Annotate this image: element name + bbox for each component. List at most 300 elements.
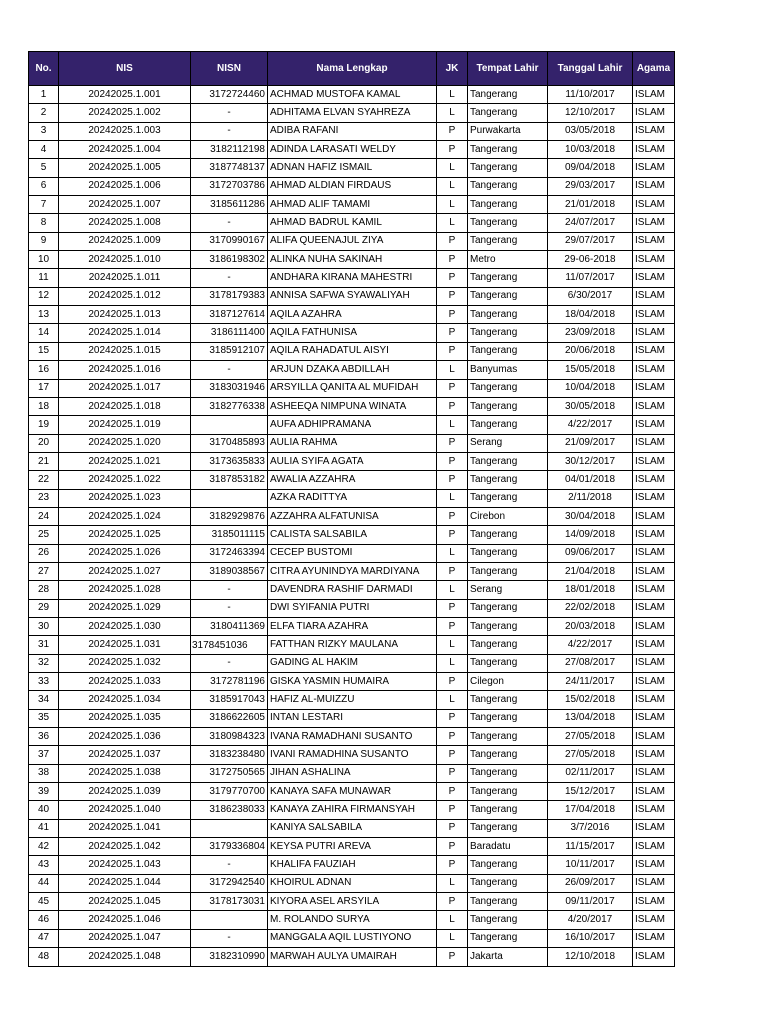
cell-agama: ISLAM [633, 306, 675, 324]
cell-agama: ISLAM [633, 324, 675, 342]
cell-no: 23 [29, 489, 59, 507]
cell-nisn: - [191, 599, 268, 617]
cell-nisn: - [191, 122, 268, 140]
cell-agama: ISLAM [633, 728, 675, 746]
table-row [29, 673, 675, 691]
cell-nis: 20242025.1.016 [59, 361, 191, 379]
cell-no: 13 [29, 306, 59, 324]
table-row [29, 764, 675, 782]
cell-no: 42 [29, 838, 59, 856]
cell-tanggal-lahir: 12/10/2018 [548, 948, 633, 966]
cell-nis: 20242025.1.029 [59, 599, 191, 617]
cell-nis: 20242025.1.013 [59, 306, 191, 324]
cell-nama-lengkap: ADIBA RAFANI [268, 122, 437, 140]
cell-tanggal-lahir: 24/11/2017 [548, 673, 633, 691]
table-row [29, 361, 675, 379]
cell-nisn: 3185912107 [191, 342, 268, 360]
cell-no: 17 [29, 379, 59, 397]
table-row [29, 86, 675, 104]
cell-nisn: 3172724460 [191, 86, 268, 104]
table-row [29, 507, 675, 525]
cell-tempat-lahir: Tangerang [468, 269, 548, 287]
table-row [29, 232, 675, 250]
cell-jk: P [437, 709, 468, 727]
cell-nis: 20242025.1.005 [59, 159, 191, 177]
cell-agama: ISLAM [633, 251, 675, 269]
cell-nisn: 3189038567 [191, 562, 268, 580]
cell-tempat-lahir: Purwakarta [468, 122, 548, 140]
cell-nis: 20242025.1.026 [59, 544, 191, 562]
cell-nis: 20242025.1.018 [59, 397, 191, 415]
cell-no: 45 [29, 893, 59, 911]
cell-agama: ISLAM [633, 452, 675, 470]
cell-nama-lengkap: AZZAHRA ALFATUNISA [268, 507, 437, 525]
cell-tempat-lahir: Tangerang [468, 764, 548, 782]
cell-tanggal-lahir: 3/7/2016 [548, 819, 633, 837]
table-row [29, 728, 675, 746]
cell-nama-lengkap: CECEP BUSTOMI [268, 544, 437, 562]
cell-nama-lengkap: IVANI RAMADHINA SUSANTO [268, 746, 437, 764]
cell-jk: L [437, 416, 468, 434]
table-row [29, 526, 675, 544]
cell-nis: 20242025.1.040 [59, 801, 191, 819]
cell-jk: P [437, 269, 468, 287]
cell-tanggal-lahir: 18/04/2018 [548, 306, 633, 324]
cell-nisn: - [191, 856, 268, 874]
cell-nama-lengkap: DAVENDRA RASHIF DARMADI [268, 581, 437, 599]
cell-nis: 20242025.1.017 [59, 379, 191, 397]
cell-no: 47 [29, 929, 59, 947]
cell-nisn: 3182776338 [191, 397, 268, 415]
cell-agama: ISLAM [633, 122, 675, 140]
cell-agama: ISLAM [633, 361, 675, 379]
table-row [29, 324, 675, 342]
cell-nis: 20242025.1.021 [59, 452, 191, 470]
cell-tempat-lahir: Tangerang [468, 801, 548, 819]
cell-tanggal-lahir: 2/11/2018 [548, 489, 633, 507]
cell-jk: L [437, 911, 468, 929]
cell-nis: 20242025.1.038 [59, 764, 191, 782]
cell-tanggal-lahir: 17/04/2018 [548, 801, 633, 819]
cell-agama: ISLAM [633, 287, 675, 305]
cell-jk: P [437, 893, 468, 911]
cell-tempat-lahir: Tangerang [468, 728, 548, 746]
cell-nama-lengkap: AHMAD ALDIAN FIRDAUS [268, 177, 437, 195]
cell-nama-lengkap: ALIFA QUEENAJUL ZIYA [268, 232, 437, 250]
cell-jk: P [437, 471, 468, 489]
cell-nisn: 3186111400 [191, 324, 268, 342]
cell-tanggal-lahir: 11/07/2017 [548, 269, 633, 287]
cell-agama: ISLAM [633, 948, 675, 966]
cell-tempat-lahir: Cirebon [468, 507, 548, 525]
table-row [29, 177, 675, 195]
cell-no: 29 [29, 599, 59, 617]
cell-agama: ISLAM [633, 489, 675, 507]
cell-nama-lengkap: MARWAH AULYA UMAIRAH [268, 948, 437, 966]
cell-tanggal-lahir: 4/22/2017 [548, 636, 633, 654]
cell-no: 4 [29, 141, 59, 159]
cell-nisn: 3179770700 [191, 783, 268, 801]
cell-jk: P [437, 141, 468, 159]
cell-nama-lengkap: IVANA RAMADHANI SUSANTO [268, 728, 437, 746]
cell-jk: L [437, 159, 468, 177]
cell-nisn: 3173635833 [191, 452, 268, 470]
cell-nama-lengkap: KEYSA PUTRI AREVA [268, 838, 437, 856]
cell-jk: L [437, 544, 468, 562]
cell-nisn: 3172703786 [191, 177, 268, 195]
cell-agama: ISLAM [633, 104, 675, 122]
cell-agama: ISLAM [633, 342, 675, 360]
cell-agama: ISLAM [633, 856, 675, 874]
cell-no: 7 [29, 196, 59, 214]
cell-agama: ISLAM [633, 434, 675, 452]
table-row [29, 489, 675, 507]
cell-tempat-lahir: Tangerang [468, 214, 548, 232]
cell-no: 1 [29, 86, 59, 104]
cell-nis: 20242025.1.039 [59, 783, 191, 801]
cell-nis: 20242025.1.030 [59, 617, 191, 635]
table-row [29, 929, 675, 947]
cell-nisn: 3180411369 [191, 617, 268, 635]
cell-jk: L [437, 214, 468, 232]
cell-tempat-lahir: Tangerang [468, 416, 548, 434]
cell-nama-lengkap: KANAYA ZAHIRA FIRMANSYAH [268, 801, 437, 819]
cell-tanggal-lahir: 03/05/2018 [548, 122, 633, 140]
table-row [29, 636, 675, 654]
cell-no: 24 [29, 507, 59, 525]
cell-no: 9 [29, 232, 59, 250]
cell-agama: ISLAM [633, 177, 675, 195]
cell-jk: P [437, 764, 468, 782]
cell-tempat-lahir: Jakarta [468, 948, 548, 966]
cell-nis: 20242025.1.041 [59, 819, 191, 837]
cell-no: 41 [29, 819, 59, 837]
cell-no: 35 [29, 709, 59, 727]
table-row [29, 434, 675, 452]
cell-agama: ISLAM [633, 471, 675, 489]
cell-jk: L [437, 929, 468, 947]
table-row [29, 397, 675, 415]
table-row [29, 948, 675, 966]
cell-tempat-lahir: Tangerang [468, 929, 548, 947]
cell-agama: ISLAM [633, 526, 675, 544]
cell-jk: P [437, 232, 468, 250]
header-tempat-lahir: Tempat Lahir [468, 52, 548, 86]
cell-agama: ISLAM [633, 232, 675, 250]
cell-agama: ISLAM [633, 617, 675, 635]
cell-tanggal-lahir: 10/11/2017 [548, 856, 633, 874]
cell-no: 12 [29, 287, 59, 305]
header-agama: Agama [633, 52, 675, 86]
cell-no: 31 [29, 636, 59, 654]
cell-agama: ISLAM [633, 911, 675, 929]
table-row [29, 251, 675, 269]
cell-tanggal-lahir: 4/20/2017 [548, 911, 633, 929]
cell-nis: 20242025.1.027 [59, 562, 191, 580]
cell-agama: ISLAM [633, 581, 675, 599]
cell-nisn: 3186622605 [191, 709, 268, 727]
cell-no: 15 [29, 342, 59, 360]
table-row [29, 342, 675, 360]
cell-nis: 20242025.1.043 [59, 856, 191, 874]
cell-nama-lengkap: KIYORA ASEL ARSYILA [268, 893, 437, 911]
cell-no: 2 [29, 104, 59, 122]
cell-agama: ISLAM [633, 819, 675, 837]
cell-tempat-lahir: Tangerang [468, 471, 548, 489]
cell-no: 27 [29, 562, 59, 580]
cell-nis: 20242025.1.015 [59, 342, 191, 360]
cell-jk: P [437, 948, 468, 966]
cell-agama: ISLAM [633, 709, 675, 727]
cell-nisn: 3182112198 [191, 141, 268, 159]
cell-nis: 20242025.1.031 [59, 636, 191, 654]
cell-nisn: 3170485893 [191, 434, 268, 452]
cell-tempat-lahir: Tangerang [468, 893, 548, 911]
cell-nama-lengkap: HAFIZ AL-MUIZZU [268, 691, 437, 709]
table-row [29, 838, 675, 856]
cell-nisn: 3185011115 [191, 526, 268, 544]
table-row [29, 819, 675, 837]
cell-tanggal-lahir: 12/10/2017 [548, 104, 633, 122]
cell-jk: P [437, 434, 468, 452]
header-no: No. [29, 52, 59, 86]
cell-no: 22 [29, 471, 59, 489]
cell-tempat-lahir: Tangerang [468, 489, 548, 507]
cell-jk: P [437, 324, 468, 342]
cell-nisn: 3187748137 [191, 159, 268, 177]
table-row [29, 562, 675, 580]
cell-tempat-lahir: Tangerang [468, 141, 548, 159]
cell-nama-lengkap: KANIYA SALSABILA [268, 819, 437, 837]
cell-tempat-lahir: Tangerang [468, 159, 548, 177]
cell-nis: 20242025.1.037 [59, 746, 191, 764]
cell-nis: 20242025.1.009 [59, 232, 191, 250]
cell-tempat-lahir: Tangerang [468, 636, 548, 654]
cell-tempat-lahir: Tangerang [468, 709, 548, 727]
cell-nama-lengkap: GISKA YASMIN HUMAIRA [268, 673, 437, 691]
cell-nisn [191, 819, 268, 837]
table-row [29, 801, 675, 819]
cell-jk: P [437, 838, 468, 856]
table-row [29, 911, 675, 929]
cell-nis: 20242025.1.047 [59, 929, 191, 947]
cell-no: 5 [29, 159, 59, 177]
cell-nisn: 3170990167 [191, 232, 268, 250]
cell-agama: ISLAM [633, 507, 675, 525]
cell-nisn: - [191, 929, 268, 947]
cell-agama: ISLAM [633, 801, 675, 819]
cell-nama-lengkap: AZKA RADITTYA [268, 489, 437, 507]
cell-nama-lengkap: ANNISA SAFWA SYAWALIYAH [268, 287, 437, 305]
cell-nisn: 3172463394 [191, 544, 268, 562]
cell-no: 19 [29, 416, 59, 434]
header-nis: NIS [59, 52, 191, 86]
cell-tempat-lahir: Tangerang [468, 104, 548, 122]
cell-agama: ISLAM [633, 562, 675, 580]
cell-tempat-lahir: Baradatu [468, 838, 548, 856]
cell-tanggal-lahir: 6/30/2017 [548, 287, 633, 305]
cell-nama-lengkap: KHOIRUL ADNAN [268, 874, 437, 892]
cell-agama: ISLAM [633, 691, 675, 709]
cell-nisn: 3172781196 [191, 673, 268, 691]
cell-nama-lengkap: MANGGALA AQIL LUSTIYONO [268, 929, 437, 947]
cell-tempat-lahir: Tangerang [468, 562, 548, 580]
cell-tanggal-lahir: 09/11/2017 [548, 893, 633, 911]
cell-nis: 20242025.1.045 [59, 893, 191, 911]
cell-tempat-lahir: Tangerang [468, 306, 548, 324]
cell-nama-lengkap: ARSYILLA QANITA AL MUFIDAH [268, 379, 437, 397]
cell-no: 43 [29, 856, 59, 874]
table-row [29, 214, 675, 232]
table-row [29, 379, 675, 397]
cell-tanggal-lahir: 29-06-2018 [548, 251, 633, 269]
cell-nama-lengkap: ANDHARA KIRANA MAHESTRI [268, 269, 437, 287]
cell-tanggal-lahir: 20/03/2018 [548, 617, 633, 635]
cell-agama: ISLAM [633, 159, 675, 177]
cell-tempat-lahir: Tangerang [468, 874, 548, 892]
cell-agama: ISLAM [633, 746, 675, 764]
cell-no: 18 [29, 397, 59, 415]
cell-no: 39 [29, 783, 59, 801]
cell-agama: ISLAM [633, 929, 675, 947]
cell-tanggal-lahir: 04/01/2018 [548, 471, 633, 489]
header-jk: JK [437, 52, 468, 86]
cell-jk: P [437, 819, 468, 837]
table-row [29, 287, 675, 305]
cell-nisn: 3179336804 [191, 838, 268, 856]
cell-agama: ISLAM [633, 141, 675, 159]
cell-nis: 20242025.1.006 [59, 177, 191, 195]
cell-jk: P [437, 599, 468, 617]
cell-jk: L [437, 654, 468, 672]
cell-nama-lengkap: ADNAN HAFIZ ISMAIL [268, 159, 437, 177]
cell-jk: P [437, 507, 468, 525]
cell-nisn: - [191, 214, 268, 232]
cell-tempat-lahir: Tangerang [468, 196, 548, 214]
cell-nisn: 3172750565 [191, 764, 268, 782]
cell-nis: 20242025.1.012 [59, 287, 191, 305]
cell-tanggal-lahir: 20/06/2018 [548, 342, 633, 360]
cell-tempat-lahir: Tangerang [468, 287, 548, 305]
cell-tanggal-lahir: 22/02/2018 [548, 599, 633, 617]
cell-tempat-lahir: Serang [468, 434, 548, 452]
cell-tanggal-lahir: 10/03/2018 [548, 141, 633, 159]
table-row [29, 471, 675, 489]
cell-tempat-lahir: Tangerang [468, 819, 548, 837]
cell-nama-lengkap: M. ROLANDO SURYA [268, 911, 437, 929]
cell-agama: ISLAM [633, 397, 675, 415]
table-row [29, 709, 675, 727]
table-row [29, 783, 675, 801]
cell-tanggal-lahir: 27/05/2018 [548, 728, 633, 746]
cell-nama-lengkap: KHALIFA FAUZIAH [268, 856, 437, 874]
cell-tanggal-lahir: 09/06/2017 [548, 544, 633, 562]
cell-agama: ISLAM [633, 838, 675, 856]
cell-no: 6 [29, 177, 59, 195]
cell-no: 21 [29, 452, 59, 470]
header-nisn: NISN [191, 52, 268, 86]
cell-nis: 20242025.1.048 [59, 948, 191, 966]
cell-nisn: 3186238033 [191, 801, 268, 819]
cell-nama-lengkap: GADING AL HAKIM [268, 654, 437, 672]
cell-nisn: 3172942540 [191, 874, 268, 892]
cell-tempat-lahir: Cilegon [468, 673, 548, 691]
table-row [29, 746, 675, 764]
cell-nisn: - [191, 361, 268, 379]
cell-nis: 20242025.1.022 [59, 471, 191, 489]
cell-nama-lengkap: CITRA AYUNINDYA MARDIYANA [268, 562, 437, 580]
cell-tanggal-lahir: 21/04/2018 [548, 562, 633, 580]
cell-nis: 20242025.1.028 [59, 581, 191, 599]
cell-tanggal-lahir: 27/05/2018 [548, 746, 633, 764]
cell-nisn: - [191, 581, 268, 599]
cell-tempat-lahir: Tangerang [468, 177, 548, 195]
cell-nisn: - [191, 104, 268, 122]
cell-jk: P [437, 783, 468, 801]
cell-nisn: 3183031946 [191, 379, 268, 397]
table-row [29, 141, 675, 159]
cell-nisn: 3187853182 [191, 471, 268, 489]
cell-nisn: 3182310990 [191, 948, 268, 966]
cell-nis: 20242025.1.007 [59, 196, 191, 214]
cell-nama-lengkap: AUFA ADHIPRAMANA [268, 416, 437, 434]
table-row [29, 159, 675, 177]
cell-tempat-lahir: Tangerang [468, 544, 548, 562]
cell-nis: 20242025.1.036 [59, 728, 191, 746]
cell-tempat-lahir: Tangerang [468, 599, 548, 617]
header-row [29, 52, 675, 86]
cell-nama-lengkap: ARJUN DZAKA ABDILLAH [268, 361, 437, 379]
cell-tanggal-lahir: 15/12/2017 [548, 783, 633, 801]
cell-tanggal-lahir: 4/22/2017 [548, 416, 633, 434]
cell-nisn: 3187127614 [191, 306, 268, 324]
cell-nis: 20242025.1.024 [59, 507, 191, 525]
cell-nis: 20242025.1.023 [59, 489, 191, 507]
table-header [29, 52, 675, 86]
cell-tempat-lahir: Tangerang [468, 452, 548, 470]
cell-no: 3 [29, 122, 59, 140]
table-row [29, 654, 675, 672]
cell-nisn: 3178179383 [191, 287, 268, 305]
cell-tanggal-lahir: 09/04/2018 [548, 159, 633, 177]
cell-jk: P [437, 673, 468, 691]
cell-nis: 20242025.1.020 [59, 434, 191, 452]
cell-nama-lengkap: JIHAN ASHALINA [268, 764, 437, 782]
cell-nisn: 3178451036 [191, 636, 268, 654]
cell-jk: L [437, 177, 468, 195]
cell-agama: ISLAM [633, 783, 675, 801]
cell-no: 25 [29, 526, 59, 544]
cell-nisn: - [191, 269, 268, 287]
cell-nisn [191, 489, 268, 507]
cell-agama: ISLAM [633, 379, 675, 397]
cell-nisn [191, 911, 268, 929]
header-nama-lengkap: Nama Lengkap [268, 52, 437, 86]
table-row [29, 416, 675, 434]
cell-agama: ISLAM [633, 764, 675, 782]
cell-tempat-lahir: Tangerang [468, 783, 548, 801]
cell-nama-lengkap: ELFA TIARA AZAHRA [268, 617, 437, 635]
cell-jk: P [437, 379, 468, 397]
cell-no: 34 [29, 691, 59, 709]
cell-no: 32 [29, 654, 59, 672]
cell-nisn: 3185917043 [191, 691, 268, 709]
table-row [29, 581, 675, 599]
cell-jk: P [437, 342, 468, 360]
cell-jk: P [437, 617, 468, 635]
cell-nisn [191, 416, 268, 434]
cell-jk: L [437, 691, 468, 709]
